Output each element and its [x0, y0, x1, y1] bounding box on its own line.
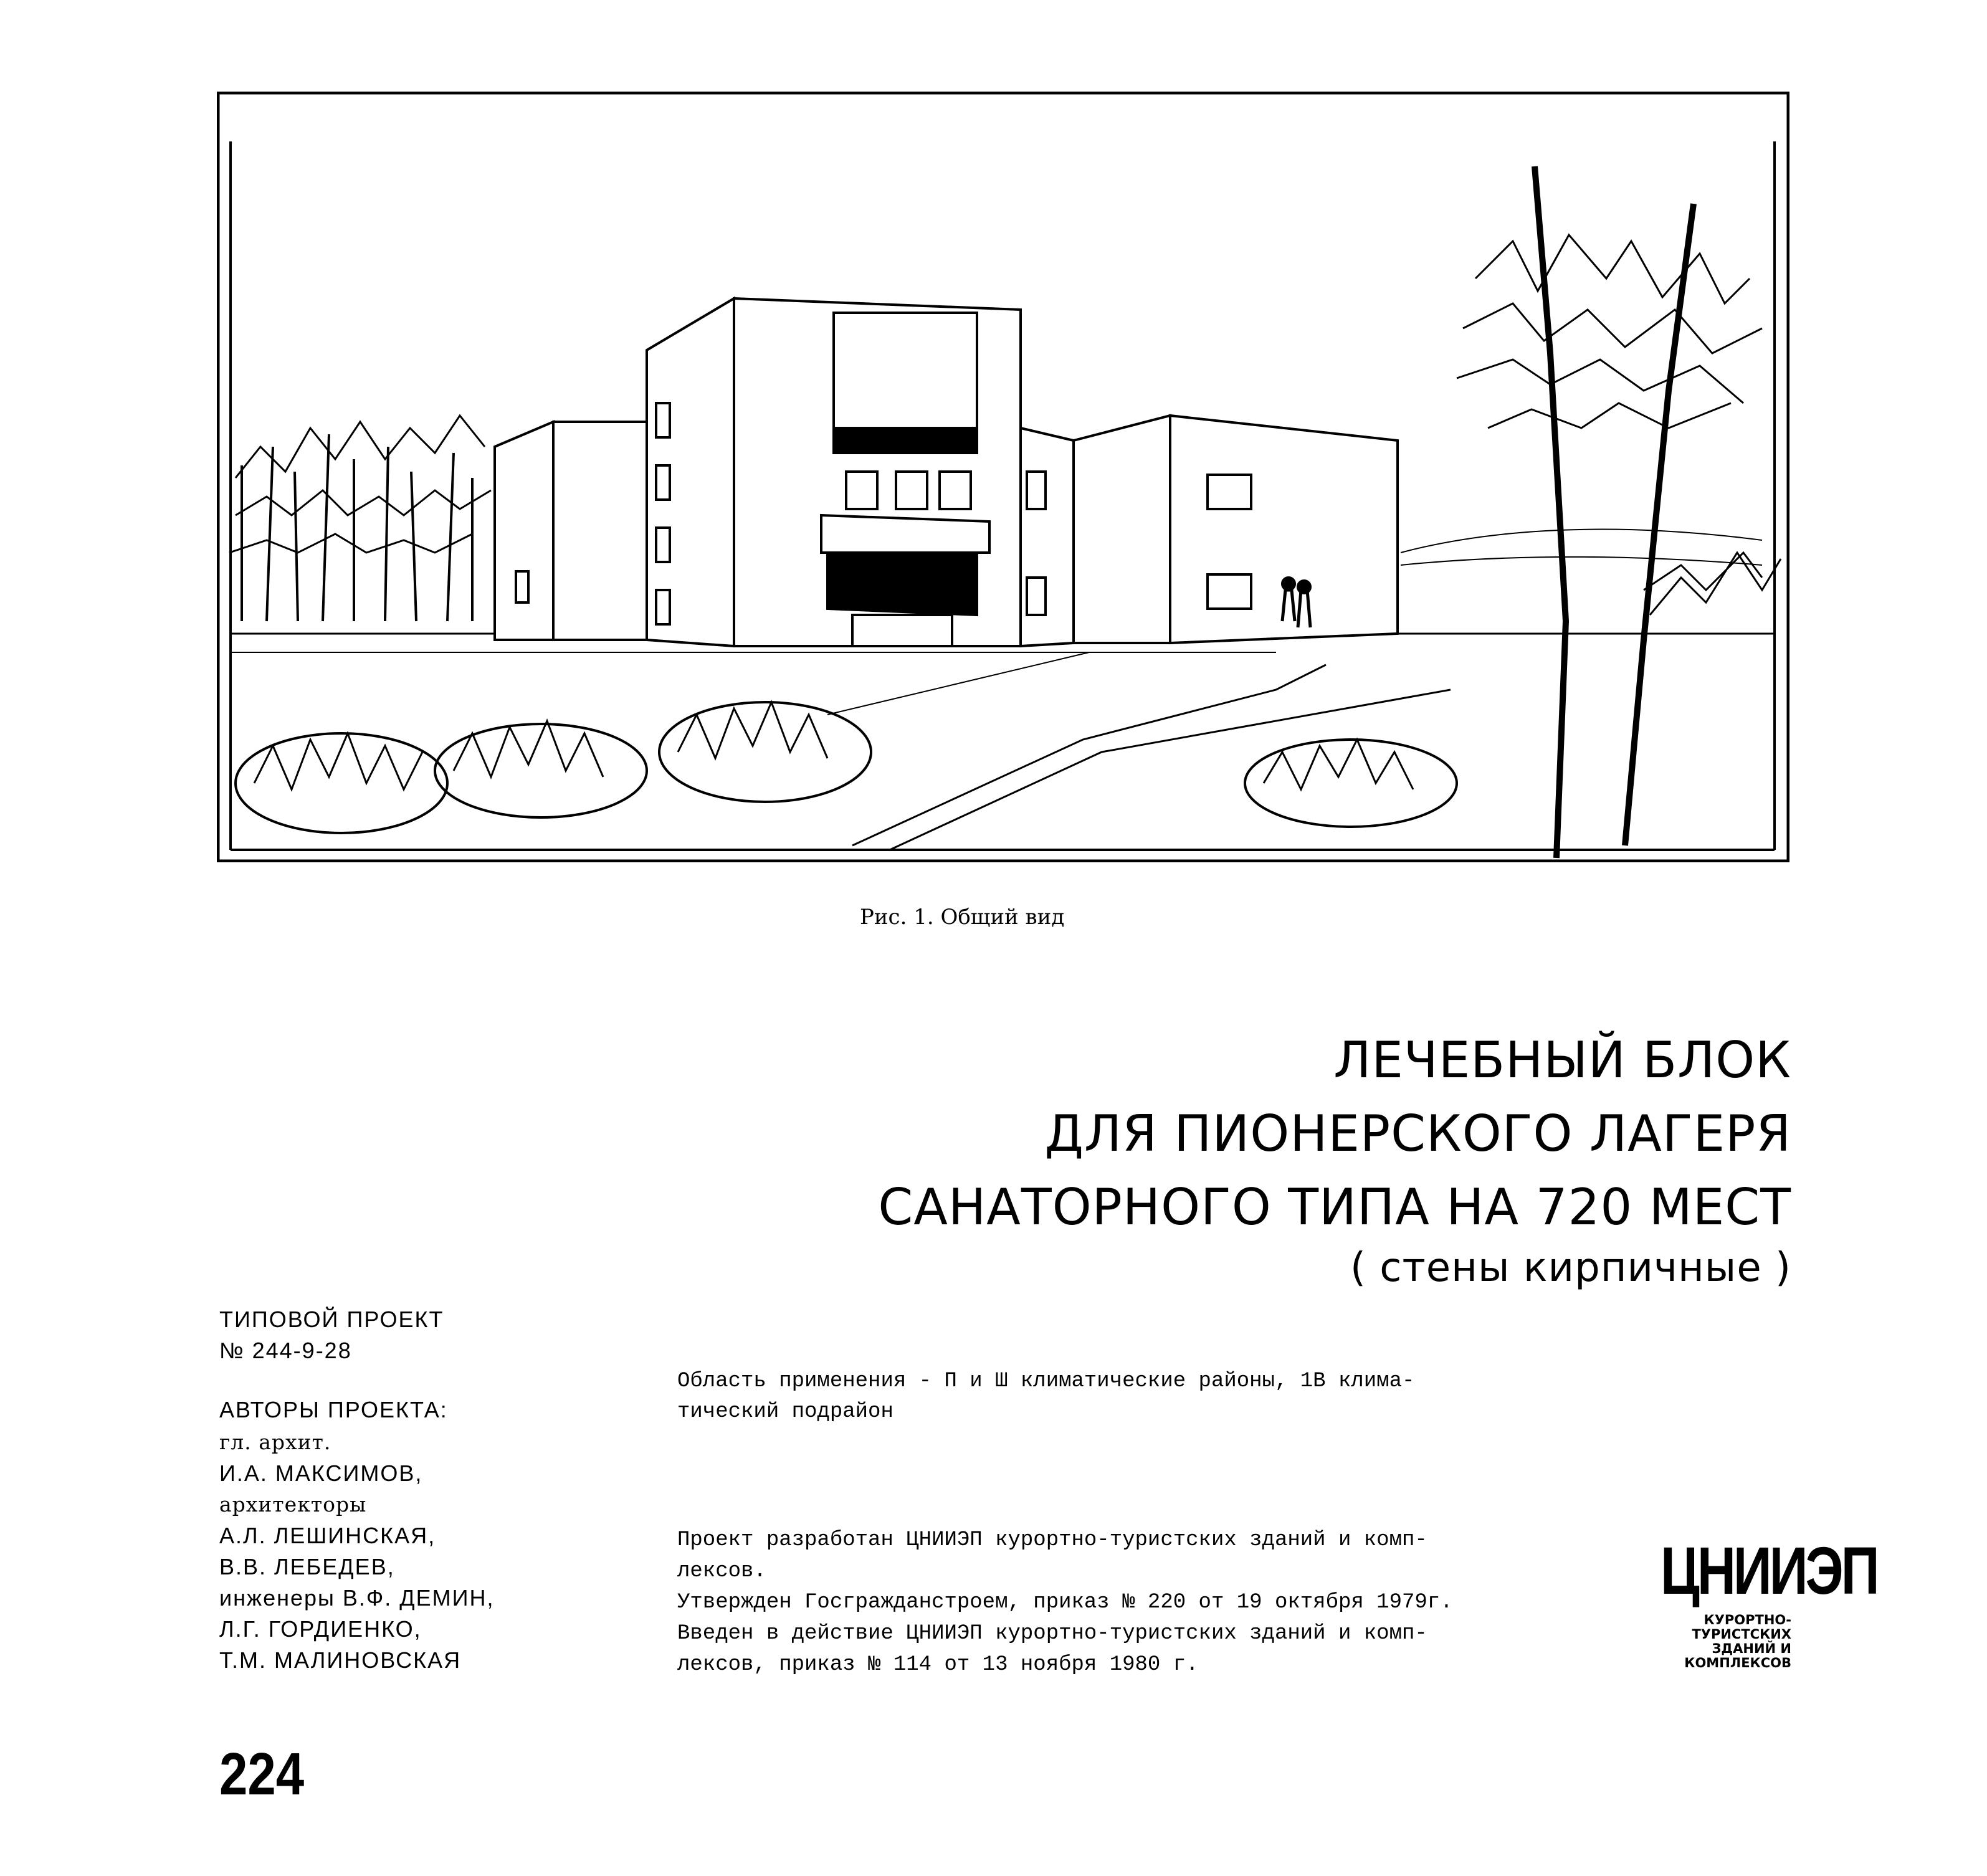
logo-sub-line: ЗДАНИЙ И — [1712, 1641, 1791, 1656]
approval-line-3: Утвержден Госгражданстроем, приказ № 220 от 19 октября 1979г. — [677, 1591, 1453, 1614]
cniiep-logo — [1661, 1533, 1877, 1675]
title-subtitle: ( стены кирпичные ) — [1350, 1245, 1791, 1291]
author-line: гл. архит. — [219, 1430, 331, 1454]
title-line-2: ДЛЯ ПИОНЕРСКОГО ЛАГЕРЯ — [1044, 1105, 1791, 1163]
title-line-1: ЛЕЧЕБНЫЙ БЛОК — [1333, 1031, 1791, 1089]
application-line-1: Область применения - П и Ш климатические районы, 1В клима- — [677, 1369, 1415, 1393]
approval-line-5: лексов, приказ № 114 от 13 ноября 1980 г. — [677, 1653, 1199, 1677]
author-line: Т.М. МАЛИНОВСКАЯ — [219, 1647, 462, 1673]
project-label: ТИПОВОЙ ПРОЕКТ — [219, 1307, 444, 1332]
logo-main-text: ЦНИИЭП — [1661, 1533, 1877, 1609]
title-line-3: САНАТОРНОГО ТИПА НА 720 МЕСТ — [878, 1178, 1791, 1236]
logo-sub-line: КУРОРТНО- — [1703, 1612, 1791, 1627]
approval-line-2: лексов. — [677, 1559, 766, 1583]
logo-sub-line: ТУРИСТСКИХ — [1692, 1627, 1791, 1642]
page-number: 224 — [219, 1741, 305, 1807]
approval-line-4: Введен в действие ЦНИИЭП курортно-туристских зданий и комп- — [677, 1622, 1427, 1645]
application-line-2: тический подрайон — [677, 1400, 893, 1424]
authors-heading: АВТОРЫ ПРОЕКТА: — [219, 1397, 448, 1422]
author-line: А.Л. ЛЕШИНСКАЯ, — [219, 1523, 436, 1548]
project-number: № 244-9-28 — [219, 1338, 352, 1363]
author-line: инженеры В.Ф. ДЕМИН, — [219, 1585, 495, 1611]
logo-sub-line: КОМПЛЕКСОВ — [1684, 1655, 1791, 1670]
figure-caption: Рис. 1. Общий вид — [860, 905, 1065, 930]
building-perspective-illustration — [217, 92, 1789, 862]
author-line: И.А. МАКСИМОВ, — [219, 1460, 423, 1486]
author-line: Л.Г. ГОРДИЕНКО, — [219, 1616, 422, 1642]
approval-line-1: Проект разработан ЦНИИЭП курортно-туристских зданий и комп- — [677, 1528, 1427, 1552]
author-line: В.В. ЛЕБЕДЕВ, — [219, 1554, 395, 1579]
author-line: архитекторы — [219, 1492, 367, 1517]
